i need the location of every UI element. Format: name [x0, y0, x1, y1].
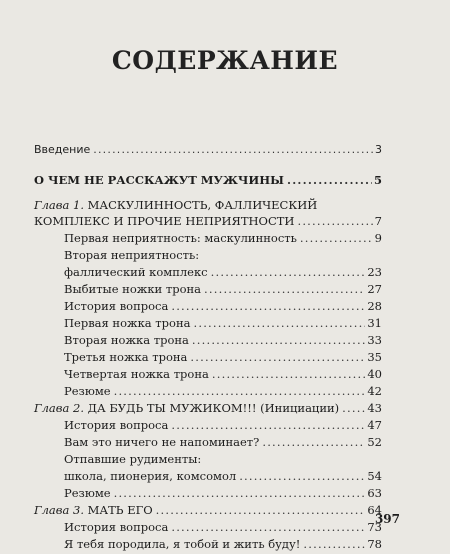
- toc-entry[interactable]: [64, 228, 382, 245]
- toc-entry-label: Резюме: [64, 486, 111, 500]
- toc-entry-label: О ЧЕМ НЕ РАССКАЖУТ МУЖЧИНЫ: [34, 173, 284, 187]
- chapter-title: ДА БУДЬ ТЫ МУЖИКОМ!!! (Инициации): [87, 401, 340, 415]
- toc-entry-page: 52: [367, 435, 382, 449]
- toc-entry-label: Вторая неприятность:: [64, 248, 200, 262]
- toc-entry-page: 63: [367, 486, 382, 500]
- toc-entry[interactable]: [64, 313, 382, 330]
- chapter-1-heading-line1[interactable]: [34, 198, 317, 212]
- toc-entry-label: Первая неприятность: маскулинность: [64, 231, 297, 245]
- toc-entry-label: История вопроса: [64, 418, 169, 432]
- toc-entry[interactable]: [64, 483, 382, 500]
- dot-leader: [262, 435, 365, 449]
- dot-leader: [156, 503, 366, 517]
- toc-entry[interactable]: [64, 330, 382, 347]
- toc-entry-page: 40: [367, 367, 382, 381]
- dot-leader: [211, 265, 366, 279]
- toc-entry-label: Резюме: [64, 384, 111, 398]
- dot-leader: [171, 520, 365, 534]
- chapter-heading: [34, 401, 339, 415]
- dot-leader: [204, 282, 365, 296]
- toc-entry-intro[interactable]: [34, 140, 382, 157]
- toc-entry-label: Введение: [34, 143, 91, 156]
- toc-entry-label: школа, пионерия, комсомол: [64, 469, 237, 483]
- toc-entry-page: 54: [367, 469, 382, 483]
- chapter-title: МАТЬ ЕГО: [87, 503, 153, 517]
- toc-entry-page: 5: [373, 173, 382, 187]
- dot-leader: [114, 486, 366, 500]
- chapter-prefix: Глава 2.: [34, 401, 84, 415]
- toc-entry-label: История вопроса: [64, 299, 169, 313]
- toc-entry[interactable]: [64, 517, 382, 534]
- page-title: СОДЕРЖАНИЕ: [111, 46, 339, 75]
- toc-entry-label: Третья ножка трона: [64, 350, 188, 364]
- toc-entry[interactable]: [64, 432, 382, 449]
- toc-entry-page: 73: [367, 520, 382, 534]
- toc-entry-label: Вам это ничего не напоминает?: [64, 435, 260, 449]
- chapter-page: 43: [367, 401, 382, 415]
- page-number: 397: [374, 512, 400, 526]
- toc-entry-page: 35: [367, 350, 382, 364]
- toc-entry-label: Выбитые ножки трона: [64, 282, 202, 296]
- toc-entry[interactable]: [64, 296, 382, 313]
- dot-leader: [303, 537, 365, 551]
- toc-entry-page: 23: [367, 265, 382, 279]
- dot-leader: [212, 367, 365, 381]
- chapter-heading: [34, 503, 153, 517]
- chapter-prefix: Глава 1.: [34, 198, 84, 212]
- toc-entry-label: История вопроса: [64, 520, 169, 534]
- chapter-title: КОМПЛЕКС И ПРОЧИЕ НЕПРИЯТНОСТИ: [34, 214, 295, 228]
- toc-entry-label: Четвертая ножка трона: [64, 367, 209, 381]
- dot-leader: [342, 401, 365, 415]
- chapter-2-heading[interactable]: [34, 398, 382, 415]
- toc-entry-page: 78: [367, 537, 382, 551]
- dot-leader: [239, 469, 365, 483]
- toc-entry-label: Вторая ножка трона: [64, 333, 189, 347]
- dot-leader: [93, 143, 373, 157]
- toc-entry[interactable]: [64, 262, 382, 279]
- toc-entry[interactable]: [64, 381, 382, 398]
- toc-entry-page: 27: [367, 282, 382, 296]
- chapter-page: 64: [367, 503, 382, 517]
- toc-entry-label: Первая ножка трона: [64, 316, 191, 330]
- dot-leader: [193, 316, 365, 330]
- toc-entry-page: 47: [367, 418, 382, 432]
- dot-leader: [297, 214, 372, 228]
- toc-entry[interactable]: [64, 415, 382, 432]
- toc-entry-label: фаллический комплекс: [64, 265, 208, 279]
- toc-entry-page: 9: [374, 231, 382, 245]
- toc-entry-page: 3: [375, 143, 382, 156]
- toc-entry-label: Отпавшие рудименты:: [64, 452, 202, 466]
- chapter-title: МАСКУЛИННОСТЬ, ФАЛЛИЧЕСКИЙ: [87, 198, 318, 212]
- toc-entry-page: 31: [367, 316, 382, 330]
- toc-entry-page: 28: [367, 299, 382, 313]
- toc-entry[interactable]: [64, 279, 382, 296]
- dot-leader: [171, 299, 365, 313]
- toc-entry[interactable]: [64, 245, 382, 262]
- toc-entry-label: Я тебя породила, я тобой и жить буду!: [64, 537, 301, 551]
- dot-leader: [300, 231, 373, 245]
- toc-entry[interactable]: [64, 364, 382, 381]
- toc-entry[interactable]: [64, 347, 382, 364]
- toc-entry[interactable]: [64, 466, 382, 483]
- chapter-page: 7: [374, 214, 382, 228]
- toc-entry-page: 42: [367, 384, 382, 398]
- chapter-3-heading[interactable]: [34, 500, 382, 517]
- toc-entry[interactable]: [64, 534, 382, 551]
- dot-leader: [171, 418, 365, 432]
- chapter-prefix: Глава 3.: [34, 503, 84, 517]
- chapter-1-heading-line2[interactable]: [34, 211, 382, 228]
- dot-leader: [114, 384, 366, 398]
- toc-entry[interactable]: [64, 449, 382, 466]
- dot-leader: [287, 173, 372, 187]
- dot-leader: [192, 333, 365, 347]
- dot-leader: [190, 350, 365, 364]
- toc-entry-part[interactable]: [34, 170, 382, 187]
- toc-entry-page: 33: [367, 333, 382, 347]
